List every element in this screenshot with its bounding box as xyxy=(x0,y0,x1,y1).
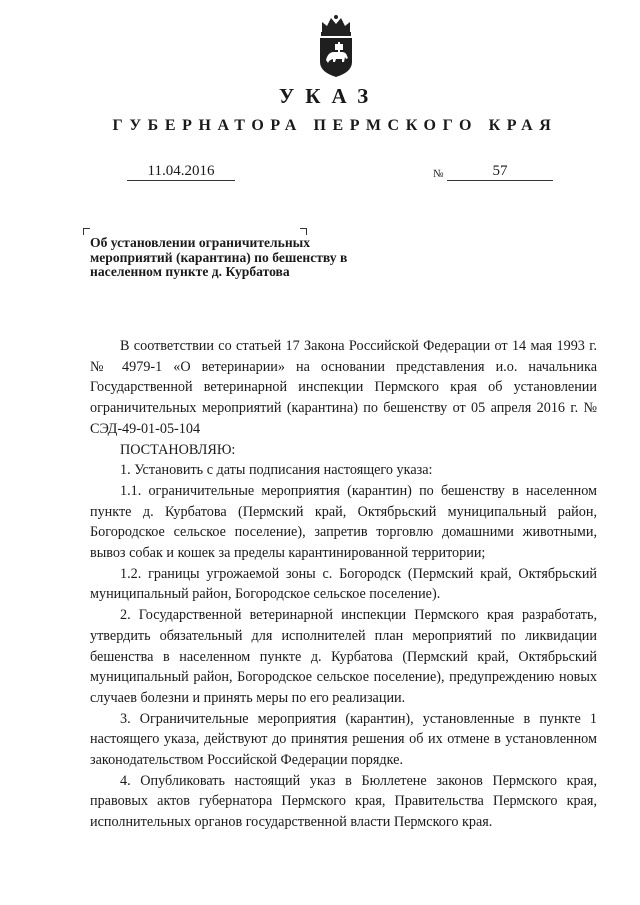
decree-date: 11.04.2016 xyxy=(127,162,235,181)
item-1-2: 1.2. границы угрожаемой зоны с. Богородск (Пермский край, Октябрьский муниципальный район, Богородское сельское поселение). xyxy=(90,565,597,603)
subject-bracket-right xyxy=(300,228,307,235)
item-1-1: 1.1. ограничительные мероприятия (карантин) по бешенству в населенном пункте д. Курбатова (Пермский край, Октябрьский муниципальный район, Богородское сельское поселение), запретив торговлю домашними животными, вывоз собак и кошек за пределы карантинированной территории; xyxy=(90,482,597,562)
coat-of-arms-icon xyxy=(316,14,356,78)
issuing-authority: ГУБЕРНАТОРА ПЕРМСКОГО КРАЯ xyxy=(112,117,558,134)
decree-number: 57 xyxy=(447,162,553,181)
number-label: № xyxy=(433,168,444,180)
item-3: 3. Ограничительные мероприятия (карантин), установленные в пункте 1 настоящего указа, действуют до принятия решения об их отмене в установленном законодательством Российской Федерации порядке. xyxy=(90,710,597,769)
item-4: 4. Опубликовать настоящий указ в Бюллетене законов Пермского края, правовых актов губернатора Пермского края, Правительства Пермского края, исполнительных органов государственной власти Пермского края. xyxy=(90,772,597,831)
item-2: 2. Государственной ветеринарной инспекции Пермского края разработать, утвердить обязательный для исполнителей план мероприятий по ликвидации бешенства в населенном пункте д. Курбатова (Пермский край, Октябрьский муниципальный район, Богородское сельское поселение), предупреждению новых случаев болезни и принять меры по его реализации. xyxy=(90,607,597,706)
preamble-paragraph: В соответствии со статьей 17 Закона Российской Федерации от 14 мая 1993 г. № 4979-1 «О ветеринарии» на основании представления и.о. начальника Государственной ветеринарной инспекции Пермского края об установлении ограничительных мероприятий (карантина) по бешенству от 05 апреля 2016 г. № СЭД-49-01-05-104 xyxy=(90,338,597,437)
item-1: 1. Установить с даты подписания настоящего указа: xyxy=(120,462,433,479)
subject-bracket-left xyxy=(83,228,90,235)
decree-subject: Об установлении ограничительных мероприятий (карантина) по бешенству в населенном пункте д. Курбатова xyxy=(90,235,348,279)
decree-title: УКАЗ xyxy=(278,84,380,108)
resolve-heading: ПОСТАНОВЛЯЮ: xyxy=(120,441,236,458)
decree-body xyxy=(90,336,597,833)
